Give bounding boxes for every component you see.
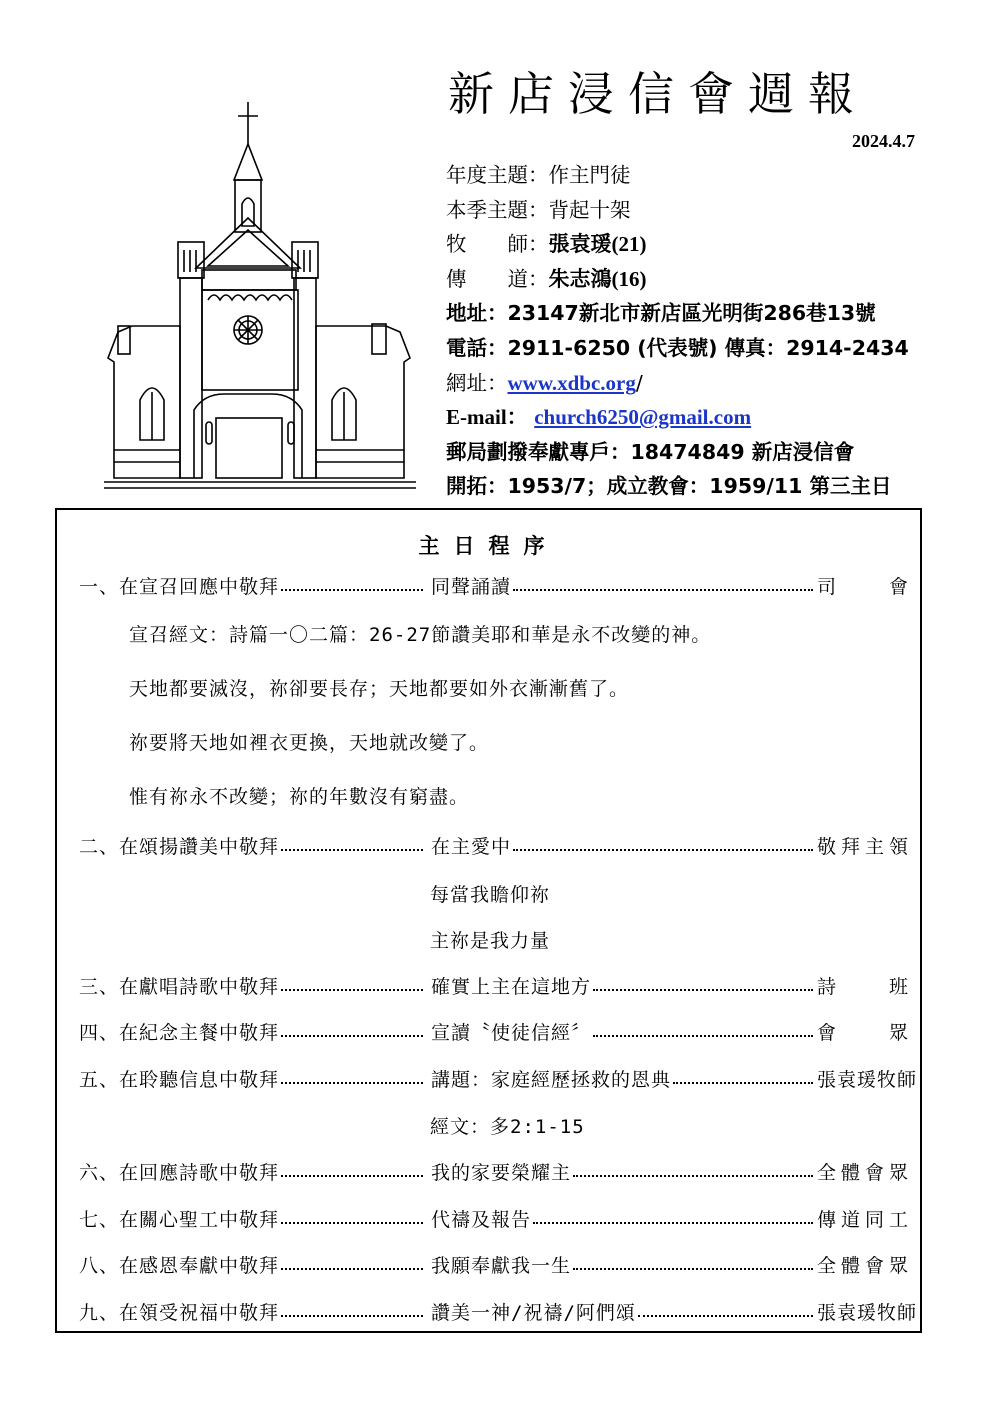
phone-fax: 電話：2911-6250 (代表號) 傳真：2914-2434 — [446, 335, 909, 360]
leader-dots — [533, 1222, 813, 1224]
program-step-text: 六、在回應詩歌中敬拜 — [79, 1162, 280, 1184]
program-item — [79, 1298, 918, 1326]
program-step-text: 三、在獻唱詩歌中敬拜 — [79, 976, 280, 998]
program-leader: 全體會眾 — [817, 1255, 909, 1277]
website-link[interactable]: www.xdbc.org — [507, 370, 636, 395]
leader-dots — [513, 849, 813, 851]
scripture-line: 惟有祢永不改變；祢的年數沒有窮盡。 — [129, 786, 470, 808]
evangelist-label: 傳 道： — [446, 266, 549, 291]
postal-account: 郵局劃撥奉獻專戶：18474849 新店浸信會 — [446, 439, 855, 464]
program-leader: 張袁瑗牧師 — [817, 1069, 918, 1091]
leader-dots — [573, 1175, 813, 1177]
leader-dots — [281, 589, 423, 591]
leader-dots — [513, 589, 813, 591]
evangelist-value: 朱志鴻(16) — [548, 266, 647, 291]
program-step — [79, 572, 427, 599]
program-leader: 傳道同工 — [817, 1209, 909, 1231]
pastor-value: 張袁瑗(21) — [548, 232, 647, 257]
program-item — [79, 1018, 909, 1046]
leader-dots — [673, 1082, 813, 1084]
bulletin-title: 新店浸信會週報 — [448, 67, 868, 121]
leader-dots — [593, 1035, 813, 1037]
church-info — [446, 158, 966, 504]
program-content: 我願奉獻我一生 — [431, 1255, 572, 1277]
website-label: 網址： — [446, 370, 508, 395]
program-leader: 詩班 — [817, 976, 909, 998]
pastor-row — [446, 227, 966, 262]
program-leader: 敬拜主領 — [817, 836, 909, 858]
song-title: 每當我瞻仰祢 — [430, 884, 551, 906]
leader-dots — [281, 1175, 423, 1177]
program-content: 代禱及報告 — [431, 1209, 532, 1231]
program-content: 讚美一神/祝禱/阿們頌 — [431, 1302, 636, 1324]
bulletin-date: 2024.4.7 — [852, 131, 915, 151]
program-step-text: 四、在紀念主餐中敬拜 — [79, 1022, 280, 1044]
founding-info: 開拓：1953/7；成立教會：1959/11 第三主日 — [446, 474, 892, 499]
program-content: 在主愛中 — [431, 836, 512, 858]
leader-dots — [281, 1035, 423, 1037]
email-row — [446, 400, 966, 435]
sermon-scripture: 經文：多2:1-15 — [430, 1116, 585, 1138]
program-content: 宣讀〝使徒信經〞 — [431, 1022, 592, 1044]
year-theme: 年度主題：作主門徒 — [446, 163, 631, 187]
program-item — [79, 832, 909, 860]
evangelist-row — [446, 262, 966, 297]
program-leader: 張袁瑗牧師 — [817, 1302, 918, 1324]
program-item — [79, 1251, 909, 1279]
program-item — [79, 1065, 918, 1093]
leader-dots — [638, 1315, 813, 1317]
song-title: 主祢是我力量 — [430, 930, 551, 952]
leader-dots — [281, 1268, 423, 1270]
program-step-text: 七、在關心聖工中敬拜 — [79, 1209, 280, 1231]
program-step — [79, 1298, 427, 1325]
program-step — [79, 972, 427, 999]
leader-dots — [281, 1315, 423, 1317]
program-item — [79, 1205, 909, 1233]
program-step — [79, 1251, 427, 1278]
season-theme: 本季主題：背起十架 — [446, 197, 631, 222]
scripture-line: 宣召經文：詩篇一〇二篇：26-27節讚美耶和華是永不改變的神。 — [129, 624, 712, 646]
leader-dots — [593, 989, 813, 991]
program-step — [79, 1158, 427, 1185]
program-step — [79, 832, 427, 859]
pastor-label: 牧 師： — [446, 232, 549, 257]
program-leader: 全體會眾 — [817, 1162, 909, 1184]
program-step — [79, 1018, 427, 1045]
program-item — [79, 1158, 909, 1186]
program-title: 主日程序 — [418, 534, 559, 558]
program-content: 確實上主在這地方 — [431, 976, 592, 998]
program-content: 同聲誦讀 — [431, 576, 512, 598]
program-leader: 會眾 — [817, 1022, 909, 1044]
website-row — [446, 366, 966, 401]
leader-dots — [281, 1222, 423, 1224]
church-illustration — [104, 100, 416, 492]
program-step-text: 八、在感恩奉獻中敬拜 — [79, 1255, 280, 1277]
program-step — [79, 1065, 427, 1092]
program-step-text: 一、在宣召回應中敬拜 — [79, 576, 280, 598]
program-step-text: 九、在領受祝福中敬拜 — [79, 1302, 280, 1324]
address: 地址：23147新北市新店區光明街286巷13號 — [446, 301, 876, 326]
website-suffix: / — [635, 370, 643, 395]
program-content: 我的家要榮耀主 — [431, 1162, 572, 1184]
program-leader: 司會 — [817, 576, 909, 598]
email-link[interactable]: church6250@gmail.com — [534, 405, 752, 430]
program-step — [79, 1205, 427, 1232]
program-item — [79, 972, 909, 1000]
leader-dots — [281, 1082, 423, 1084]
program-content: 講題：家庭經歷拯救的恩典 — [431, 1069, 672, 1091]
scripture-line: 天地都要滅沒，祢卻要長存；天地都要如外衣漸漸舊了。 — [129, 678, 630, 700]
program-item — [79, 572, 909, 600]
leader-dots — [281, 849, 423, 851]
program-step-text: 五、在聆聽信息中敬拜 — [79, 1069, 280, 1091]
leader-dots — [573, 1268, 813, 1270]
leader-dots — [281, 989, 423, 991]
program-step-text: 二、在頌揚讚美中敬拜 — [79, 836, 280, 858]
scripture-line: 祢要將天地如裡衣更換，天地就改變了。 — [129, 732, 490, 754]
email-label: E-mail： — [446, 405, 528, 430]
